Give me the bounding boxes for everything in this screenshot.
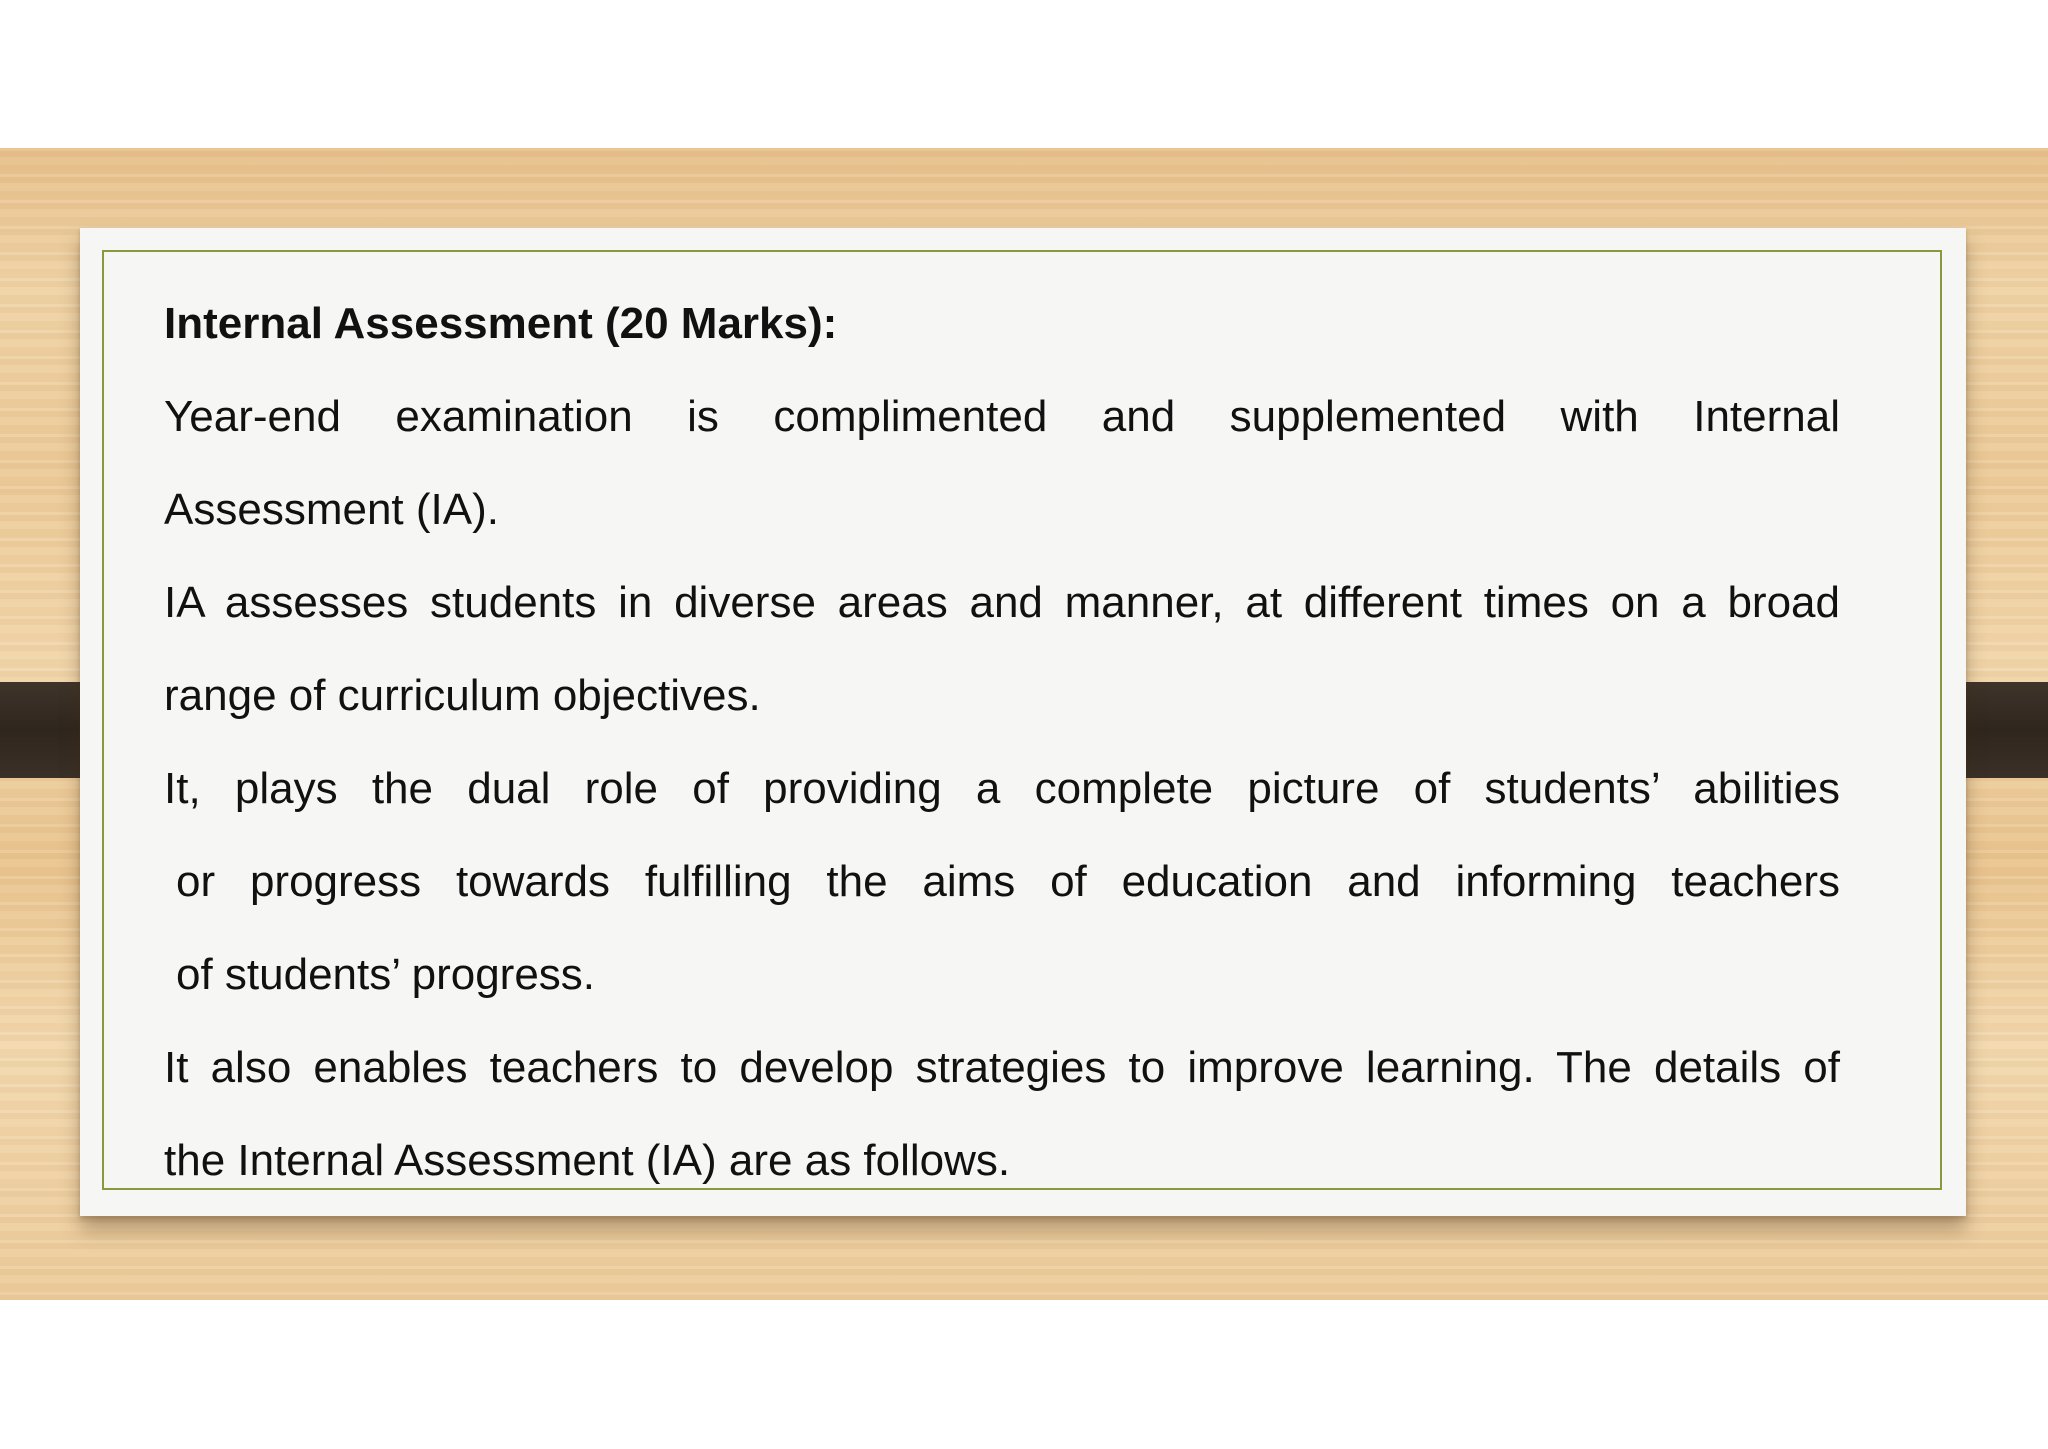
paragraph-line: It, plays the dual role of providing a complete picture of students’ abilities xyxy=(164,764,1840,813)
slide xyxy=(0,148,2048,1300)
paper-card xyxy=(80,228,1966,1216)
paragraph-1 xyxy=(164,370,1840,556)
paragraph-line: range of curriculum objectives. xyxy=(164,671,761,720)
paragraph-line: Year-end examination is complimented and supplemented with Internal xyxy=(164,392,1840,441)
paragraph-line: IA assesses students in diverse areas and manner, at different times on a broad xyxy=(164,578,1840,627)
paragraph-line: or progress towards fulfilling the aims of education and informing teachers xyxy=(176,857,1840,906)
paragraph-3 xyxy=(164,742,1840,1021)
slide-heading: Internal Assessment (20 Marks): xyxy=(164,299,838,348)
paragraph-line: of students’ progress. xyxy=(176,950,596,999)
paragraph-4 xyxy=(164,1021,1840,1207)
slide-content xyxy=(164,278,1840,1207)
paragraph-2 xyxy=(164,556,1840,742)
paragraph-line: the Internal Assessment (IA) are as follows. xyxy=(164,1136,1011,1185)
paragraph-line: Assessment (IA). xyxy=(164,485,499,534)
paragraph-line: It also enables teachers to develop strategies to improve learning. The details of xyxy=(164,1043,1840,1092)
